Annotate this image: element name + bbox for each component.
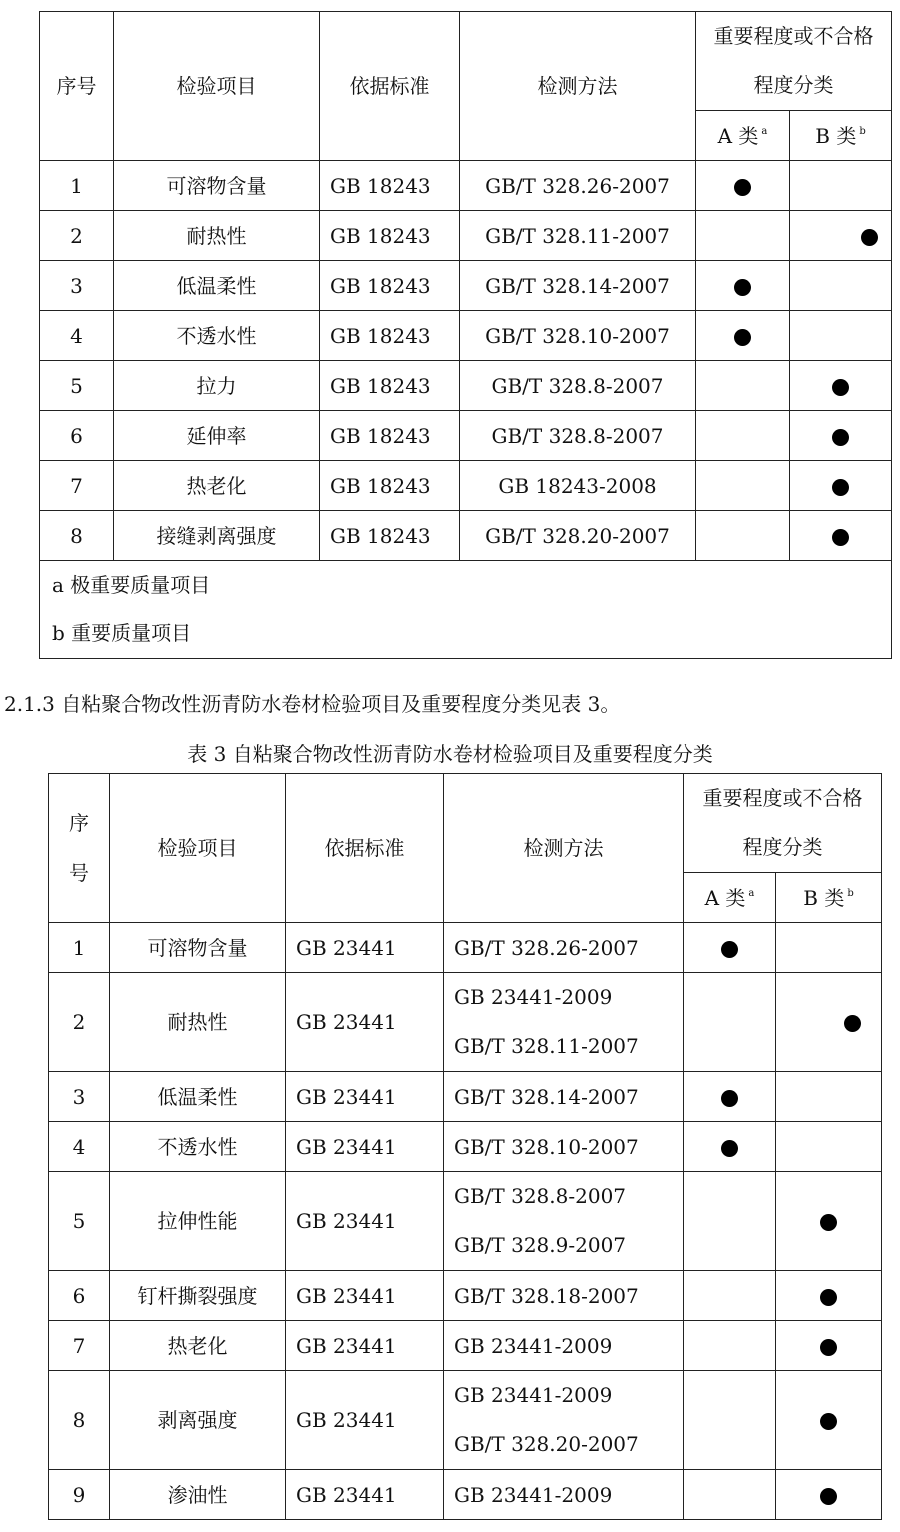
- cell-method: GB/T 328.14-2007: [460, 261, 696, 311]
- method-line: GB/T 328.10-2007: [454, 1134, 639, 1159]
- cell-standard: GB 23441: [286, 1470, 444, 1520]
- cell-standard: GB 18243: [320, 261, 460, 311]
- filled-circle-icon: [820, 1413, 837, 1430]
- cell-class-b: [790, 361, 892, 411]
- cell-method: [444, 1072, 684, 1122]
- filled-circle-icon: [820, 1339, 837, 1356]
- cell-standard: GB 18243: [320, 511, 460, 561]
- cell-no: 1: [40, 161, 114, 211]
- cell-standard: GB 23441: [286, 1072, 444, 1122]
- filled-circle-icon: [832, 429, 849, 446]
- cell-class-b: [790, 461, 892, 511]
- cell-standard: GB 23441: [286, 1371, 444, 1470]
- cell-class-b: [790, 261, 892, 311]
- cell-method: [444, 1172, 684, 1271]
- cell-class-b: [776, 1072, 882, 1122]
- method-line: GB/T 328.14-2007: [454, 1084, 639, 1109]
- table-row: [49, 923, 882, 973]
- cell-item: 不透水性: [114, 311, 320, 361]
- cell-no: 3: [40, 261, 114, 311]
- filled-circle-icon: [820, 1214, 837, 1231]
- cell-class-b: [790, 161, 892, 211]
- cell-no: 2: [40, 211, 114, 261]
- filled-circle-icon: [734, 329, 751, 346]
- cell-no: 4: [49, 1122, 110, 1172]
- cell-standard: GB 23441: [286, 973, 444, 1072]
- cell-class-b: [776, 923, 882, 973]
- filled-circle-icon: [734, 179, 751, 196]
- cell-class-b: [776, 1122, 882, 1172]
- cell-no: 1: [49, 923, 110, 973]
- cell-item: 可溶物含量: [114, 161, 320, 211]
- cell-class-a: [696, 461, 790, 511]
- header-item: 检验项目: [110, 774, 286, 923]
- cell-item: 耐热性: [110, 973, 286, 1072]
- cell-item: 剥离强度: [110, 1371, 286, 1470]
- method-line: GB/T 328.9-2007: [454, 1233, 627, 1257]
- cell-class-a: [684, 1122, 776, 1172]
- cell-class-a: [684, 1072, 776, 1122]
- cell-method: GB/T 328.26-2007: [460, 161, 696, 211]
- header-method: 检测方法: [444, 774, 684, 923]
- cell-method: [444, 973, 684, 1072]
- cell-no: 7: [49, 1321, 110, 1371]
- filled-circle-icon: [721, 941, 738, 958]
- cell-item: 不透水性: [110, 1122, 286, 1172]
- cell-class-a: [684, 1321, 776, 1371]
- cell-class-a: [696, 161, 790, 211]
- cell-class-a: [684, 1371, 776, 1470]
- table-row: [49, 1371, 882, 1470]
- header-classification: 重要程度或不合格程度分类: [684, 774, 882, 873]
- table-row: [40, 261, 892, 311]
- cell-no: 2: [49, 973, 110, 1072]
- filled-circle-icon: [734, 279, 751, 296]
- header-standard: 依据标准: [320, 12, 460, 161]
- cell-standard: GB 23441: [286, 1271, 444, 1321]
- cell-item: 耐热性: [114, 211, 320, 261]
- filled-circle-icon: [861, 229, 878, 246]
- cell-class-b: [776, 973, 882, 1072]
- table-row: [40, 511, 892, 561]
- cell-method: GB 18243-2008: [460, 461, 696, 511]
- table-3: [48, 773, 882, 1520]
- header-class-b: B 类 $^b$: [790, 111, 892, 161]
- method-line: GB/T 328.11-2007: [454, 1034, 639, 1058]
- notes-row: [40, 561, 892, 659]
- table-row: [49, 1321, 882, 1371]
- header-no: 序号: [49, 774, 110, 923]
- cell-no: 6: [49, 1271, 110, 1321]
- cell-method: [444, 1271, 684, 1321]
- cell-item: 延伸率: [114, 411, 320, 461]
- filled-circle-icon: [844, 1015, 861, 1032]
- cell-item: 热老化: [114, 461, 320, 511]
- method-line: GB 23441-2009: [454, 1383, 613, 1407]
- cell-item: 接缝剥离强度: [114, 511, 320, 561]
- cell-standard: GB 23441: [286, 1172, 444, 1271]
- cell-method: [444, 1470, 684, 1520]
- cell-method: GB/T 328.8-2007: [460, 361, 696, 411]
- header-standard: 依据标准: [286, 774, 444, 923]
- cell-no: 9: [49, 1470, 110, 1520]
- cell-no: 8: [40, 511, 114, 561]
- cell-no: 6: [40, 411, 114, 461]
- table-row: [49, 973, 882, 1072]
- method-line: GB/T 328.26-2007: [454, 935, 639, 960]
- cell-class-a: [684, 923, 776, 973]
- table-row: [40, 411, 892, 461]
- cell-item: 渗油性: [110, 1470, 286, 1520]
- header-class-b: B 类 $^b$: [776, 873, 882, 923]
- filled-circle-icon: [721, 1090, 738, 1107]
- filled-circle-icon: [721, 1140, 738, 1157]
- header-no: 序号: [40, 12, 114, 161]
- method-line: GB 23441-2009: [454, 1333, 613, 1358]
- table-2: [39, 11, 892, 659]
- header-class-a: A 类 $^a$: [684, 873, 776, 923]
- table-row: [49, 1470, 882, 1520]
- cell-item: 低温柔性: [114, 261, 320, 311]
- cell-no: 5: [49, 1172, 110, 1271]
- cell-standard: GB 23441: [286, 923, 444, 973]
- cell-class-b: [776, 1172, 882, 1271]
- cell-item: 拉伸性能: [110, 1172, 286, 1271]
- filled-circle-icon: [820, 1289, 837, 1306]
- table-row: [40, 161, 892, 211]
- cell-no: 7: [40, 461, 114, 511]
- cell-class-a: [684, 973, 776, 1072]
- cell-class-b: [776, 1321, 882, 1371]
- cell-method: GB/T 328.8-2007: [460, 411, 696, 461]
- cell-item: 拉力: [114, 361, 320, 411]
- header-classification: 重要程度或不合格程度分类: [696, 12, 892, 111]
- cell-method: GB/T 328.20-2007: [460, 511, 696, 561]
- cell-standard: GB 23441: [286, 1321, 444, 1371]
- footnote: b 重要质量项目: [52, 621, 192, 645]
- table-3-caption: 表 3 自粘聚合物改性沥青防水卷材检验项目及重要程度分类: [187, 742, 713, 766]
- table-row: [49, 1122, 882, 1172]
- cell-class-a: [696, 411, 790, 461]
- method-line: GB/T 328.20-2007: [454, 1432, 639, 1456]
- table-row: [40, 311, 892, 361]
- table-row: [49, 1072, 882, 1122]
- table-row: [40, 211, 892, 261]
- cell-item: 钉杆撕裂强度: [110, 1271, 286, 1321]
- cell-method: [444, 1371, 684, 1470]
- cell-item: 低温柔性: [110, 1072, 286, 1122]
- table-row: [49, 1271, 882, 1321]
- cell-class-b: [790, 211, 892, 261]
- table-row: [40, 461, 892, 511]
- filled-circle-icon: [820, 1488, 837, 1505]
- method-line: GB/T 328.18-2007: [454, 1283, 639, 1308]
- cell-class-a: [696, 511, 790, 561]
- cell-standard: GB 23441: [286, 1122, 444, 1172]
- header-class-a: A 类 $^a$: [696, 111, 790, 161]
- cell-class-a: [696, 261, 790, 311]
- cell-standard: GB 18243: [320, 311, 460, 361]
- cell-class-b: [790, 511, 892, 561]
- cell-class-b: [790, 411, 892, 461]
- cell-standard: GB 18243: [320, 411, 460, 461]
- header-method: 检测方法: [460, 12, 696, 161]
- header-item: 检验项目: [114, 12, 320, 161]
- cell-no: 5: [40, 361, 114, 411]
- cell-class-a: [696, 361, 790, 411]
- footnote: a 极重要质量项目: [52, 573, 211, 597]
- cell-method: [444, 1321, 684, 1371]
- cell-method: GB/T 328.10-2007: [460, 311, 696, 361]
- cell-item: 热老化: [110, 1321, 286, 1371]
- filled-circle-icon: [832, 529, 849, 546]
- cell-standard: GB 18243: [320, 161, 460, 211]
- cell-method: [444, 923, 684, 973]
- cell-method: GB/T 328.11-2007: [460, 211, 696, 261]
- cell-standard: GB 18243: [320, 461, 460, 511]
- cell-class-b: [776, 1470, 882, 1520]
- method-line: GB 23441-2009: [454, 1482, 613, 1507]
- cell-item: 可溶物含量: [110, 923, 286, 973]
- table-row: [49, 1172, 882, 1271]
- cell-no: 3: [49, 1072, 110, 1122]
- cell-class-a: [696, 211, 790, 261]
- cell-no: 4: [40, 311, 114, 361]
- cell-class-a: [684, 1172, 776, 1271]
- table-row: [40, 361, 892, 411]
- method-line: GB/T 328.8-2007: [454, 1184, 627, 1208]
- filled-circle-icon: [832, 479, 849, 496]
- filled-circle-icon: [832, 379, 849, 396]
- cell-class-a: [696, 311, 790, 361]
- cell-method: [444, 1122, 684, 1172]
- section-paragraph: 2.1.3 自粘聚合物改性沥青防水卷材检验项目及重要程度分类见表 3。: [4, 692, 621, 716]
- cell-standard: GB 18243: [320, 361, 460, 411]
- cell-standard: GB 18243: [320, 211, 460, 261]
- cell-no: 8: [49, 1371, 110, 1470]
- cell-class-b: [790, 311, 892, 361]
- cell-class-b: [776, 1271, 882, 1321]
- cell-class-a: [684, 1271, 776, 1321]
- cell-class-a: [684, 1470, 776, 1520]
- notes: [40, 561, 892, 659]
- cell-class-b: [776, 1371, 882, 1470]
- method-line: GB 23441-2009: [454, 985, 613, 1009]
